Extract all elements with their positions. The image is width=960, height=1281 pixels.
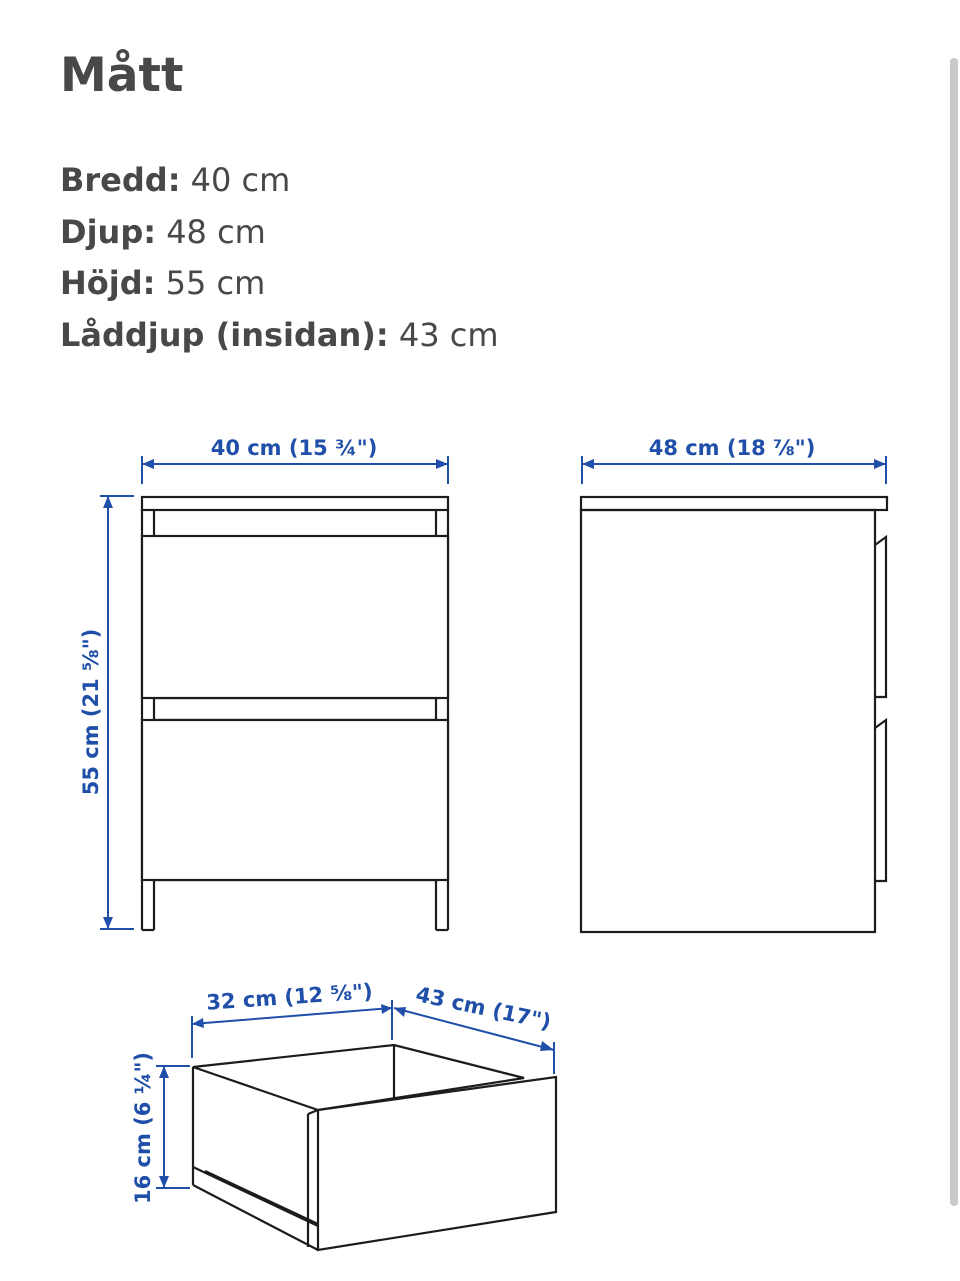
drawer-height-label: 16 cm (6 ¼") (131, 1052, 155, 1204)
dimension-width-label: Bredd: (60, 161, 181, 199)
front-width-label: 40 cm (15 ¾") (210, 436, 378, 460)
dimension-drawer-depth-value: 43 cm (398, 315, 499, 354)
arrow-down (103, 917, 113, 929)
dimension-depth-label: Djup: (60, 212, 157, 251)
drawer-depth-label: 43 cm (17") (413, 982, 554, 1035)
front-height-label: 55 cm (21 ⅝") (79, 628, 103, 796)
side-view (581, 436, 887, 932)
side-depth-label: 48 cm (18 ⅞") (648, 436, 816, 460)
drawer-view (131, 979, 556, 1250)
drawer-front-top (142, 536, 448, 698)
side-top (581, 497, 887, 510)
side-body (581, 510, 875, 932)
drawer-front-panel (318, 1077, 556, 1250)
page-title: Mått (60, 48, 184, 103)
cabinet-top (142, 497, 448, 510)
dimension-width-value: 40 cm (190, 161, 291, 199)
side-drawer-bottom (875, 720, 886, 881)
dimension-height-value: 55 cm (165, 264, 266, 302)
scrollbar[interactable] (950, 58, 958, 1206)
arrow-left (142, 459, 154, 469)
dimension-depth-value: 48 cm (166, 212, 266, 251)
dimension-height-label: Höjd: (60, 264, 156, 302)
drawer-width-label: 32 cm (12 ⅝") (205, 979, 374, 1015)
arrow-right (436, 459, 448, 469)
arrow-up (103, 496, 113, 508)
drawer-front-bottom (142, 720, 448, 880)
front-view (79, 436, 448, 930)
dimension-drawer-depth-label: Låddjup (insidan): (60, 315, 389, 354)
side-drawer-top (875, 537, 886, 697)
